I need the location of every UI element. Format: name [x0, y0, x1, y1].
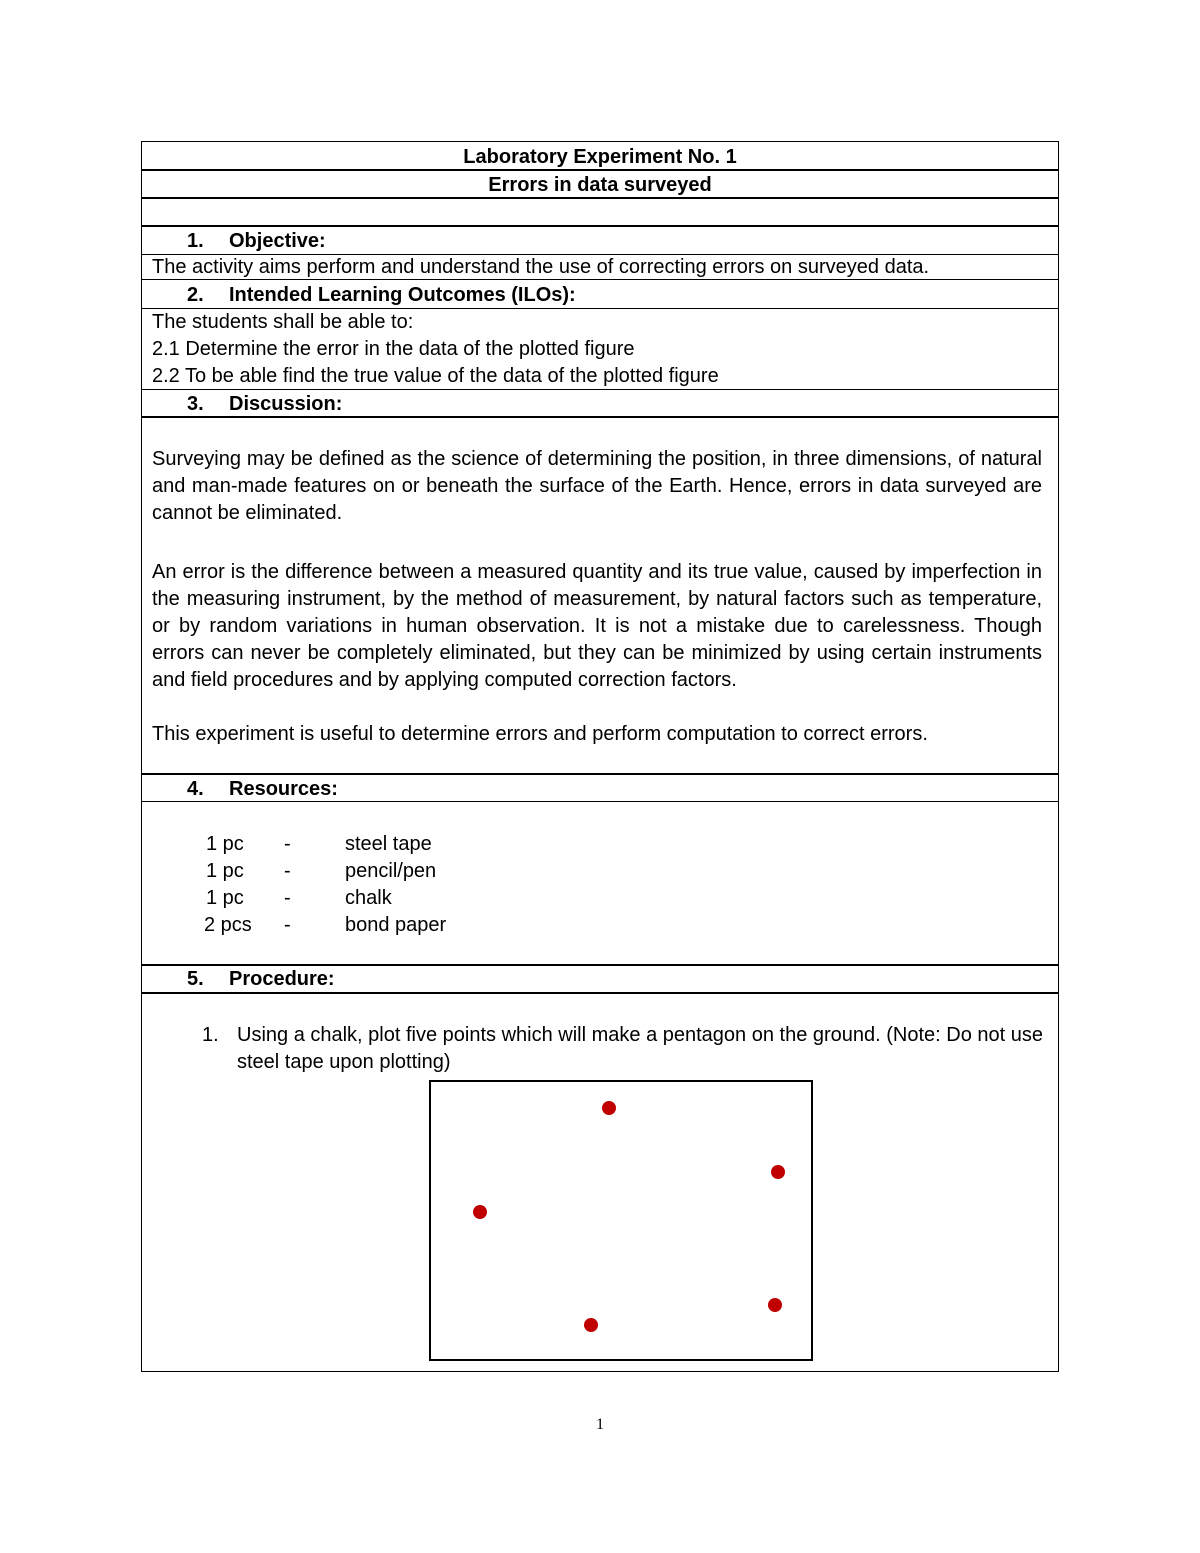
page-title: Laboratory Experiment No. 1	[463, 146, 737, 168]
resource-qty: 1 pc	[206, 860, 244, 882]
page-subtitle: Errors in data surveyed	[488, 174, 712, 196]
resource-qty: 1 pc	[206, 887, 244, 909]
plotted-point	[473, 1205, 487, 1219]
plotted-point	[584, 1318, 598, 1332]
resource-item: chalk	[345, 887, 392, 909]
resource-item: pencil/pen	[345, 860, 437, 882]
section-title: Procedure:	[229, 968, 335, 990]
step-text: Using a chalk, plot five points which will make a pentagon on the ground. (Note: Do not use steel tape upon plotting)	[237, 1024, 1044, 1073]
step-number: 1.	[202, 1024, 219, 1046]
resource-item: bond paper	[345, 914, 447, 936]
section-title: Objective:	[229, 230, 326, 252]
resource-dash: -	[284, 914, 291, 936]
resource-qty: 2 pcs	[204, 914, 252, 936]
discussion-paragraph: An error is the difference between a measured quantity and its true value, caused by imperfection in the measuring instrument, by the method of measurement, by natural factors such as temperature, or by random variations in human observation. It is not a mistake due to carelessness. Though errors can never be completely eliminated, but they can be minimized by using certain instruments and field procedures and by applying computed correction factors.	[152, 561, 1042, 691]
section-number: 2.	[187, 284, 204, 306]
discussion-paragraph: This experiment is useful to determine errors and perform computation to correct errors.	[152, 723, 928, 745]
divider	[142, 389, 1058, 390]
section-number: 4.	[187, 778, 204, 800]
ilo-item: 2.2 To be able find the true value of the data of the plotted figure	[152, 365, 719, 387]
divider	[142, 279, 1058, 280]
objective-text: The activity aims perform and understand the use of correcting errors on surveyed data.	[152, 256, 930, 278]
plotted-point	[768, 1298, 782, 1312]
divider	[142, 801, 1058, 802]
plotted-point	[602, 1101, 616, 1115]
divider	[142, 225, 1058, 227]
resource-dash: -	[284, 887, 291, 909]
figure-border	[430, 1081, 812, 1360]
ilos-intro: The students shall be able to:	[152, 311, 414, 333]
section-number: 5.	[187, 968, 204, 990]
page-number: 1	[596, 1416, 604, 1433]
ilo-item: 2.1 Determine the error in the data of the plotted figure	[152, 338, 635, 360]
resource-qty: 1 pc	[206, 833, 244, 855]
resource-item: steel tape	[345, 833, 432, 855]
lab-sheet	[141, 141, 1059, 1372]
divider	[142, 416, 1058, 418]
divider	[142, 773, 1058, 775]
section-number: 3.	[187, 393, 204, 415]
plotted-point	[771, 1165, 785, 1179]
divider	[142, 992, 1058, 994]
section-title: Resources:	[229, 778, 338, 800]
section-title: Discussion:	[229, 393, 343, 415]
discussion-paragraph: Surveying may be defined as the science of determining the position, in three dimensions, of natural and man-made features on or beneath the surface of the Earth. Hence, errors in data surveyed are cannot be eliminated.	[152, 448, 1042, 524]
section-number: 1.	[187, 230, 204, 252]
pentagon-points-figure	[429, 1080, 813, 1361]
section-title: Intended Learning Outcomes (ILOs):	[229, 284, 576, 306]
divider	[142, 197, 1058, 199]
resource-dash: -	[284, 833, 291, 855]
resource-dash: -	[284, 860, 291, 882]
